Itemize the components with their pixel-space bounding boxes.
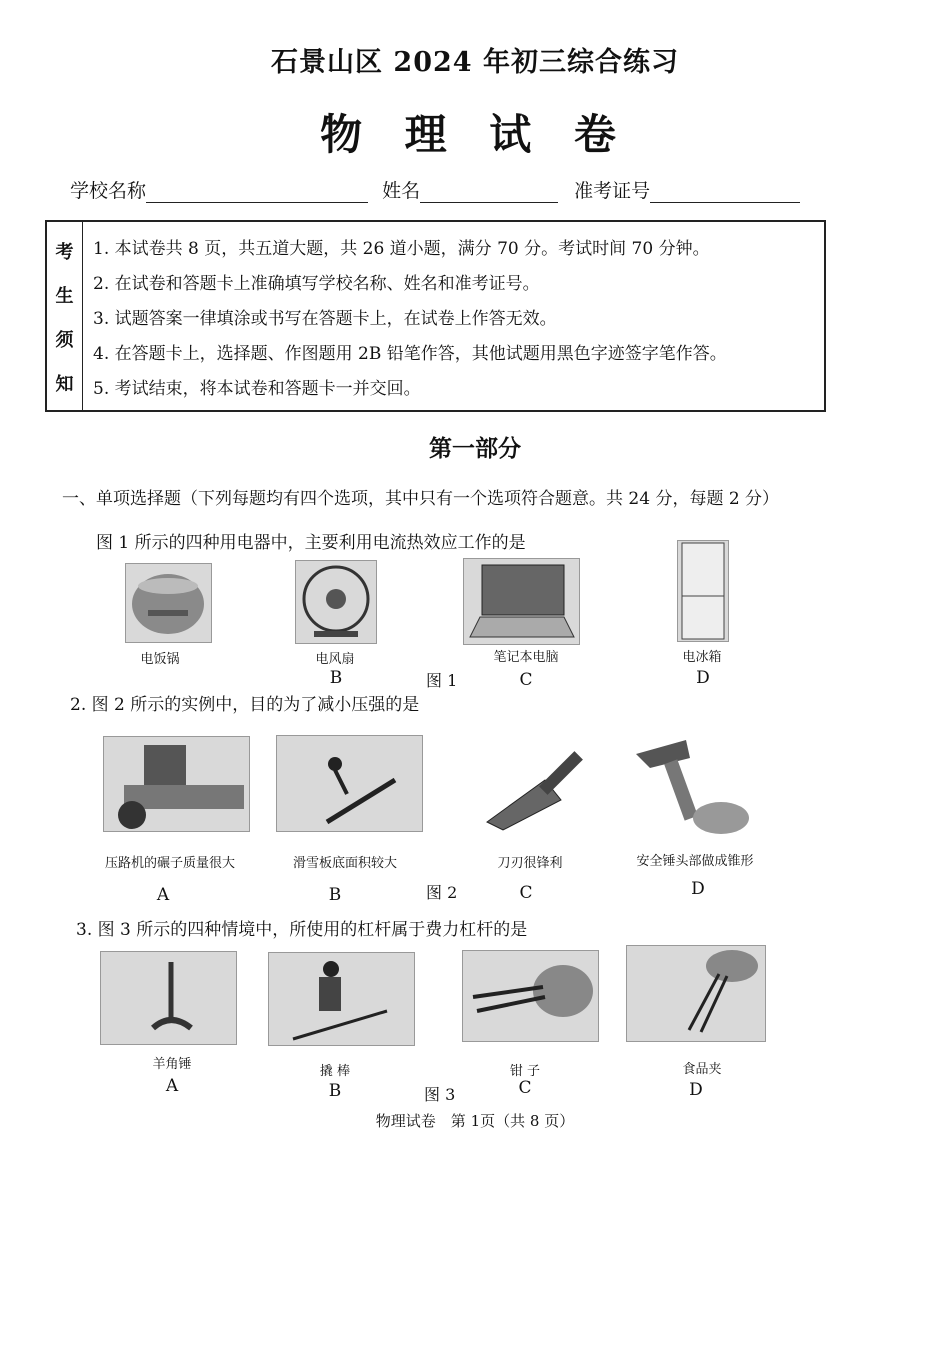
option-caption: 笔记本电脑 <box>493 650 559 665</box>
option-caption: 刀刃很锋利 <box>497 856 563 871</box>
question-3-text: 3. 图 3 所示的四种情境中，所使用的杠杆属于费力杠杆的是 <box>76 920 528 940</box>
option-caption: 撬 棒 <box>319 1064 351 1079</box>
option-caption: 安全锤头部做成锥形 <box>636 854 754 869</box>
option-letter: C <box>519 670 533 690</box>
option-letter: D <box>691 879 705 899</box>
claw-hammer-image <box>100 951 237 1045</box>
option-letter: C <box>519 883 533 903</box>
question-1-text: 图 1 所示的四种用电器中，主要利用电流热效应工作的是 <box>96 533 526 553</box>
part-title: 第一部分 <box>429 435 521 462</box>
option-caption: 电风扇 <box>315 652 355 667</box>
option-caption: 压路机的碾子质量很大 <box>104 856 235 871</box>
option-letter: B <box>328 1081 342 1101</box>
option-letter: A <box>165 1076 179 1096</box>
kitchen-knife-image <box>480 733 602 835</box>
notice-side-char: 须 <box>55 330 74 351</box>
option-caption: 钳 子 <box>509 1064 541 1079</box>
exam-subtitle: 石景山区 2024 年初三综合练习 <box>271 47 679 78</box>
page-footer: 物理试卷 第 1页（共 8 页） <box>375 1112 575 1130</box>
crowbar-image <box>268 952 415 1046</box>
notice-rule: 4. 在答题卡上，选择题、作图题用 2B 铅笔作答，其他试题用黑色字迹签字笔作答。 <box>93 344 727 364</box>
option-caption: 电饭锅 <box>140 652 180 667</box>
notice-rule: 3. 试题答案一律填涂或书写在答题卡上，在试卷上作答无效。 <box>93 309 557 329</box>
option-letter: B <box>329 668 343 688</box>
safety-hammer-image <box>625 733 757 840</box>
exam-title: 物 理 试 卷 <box>320 110 630 159</box>
food-tongs-image <box>626 945 766 1042</box>
notice-side-char: 考 <box>55 242 74 263</box>
option-caption: 食品夹 <box>682 1062 722 1077</box>
road-roller-image <box>103 736 250 832</box>
laptop-image <box>463 558 580 645</box>
figure-label: 图 3 <box>424 1085 456 1104</box>
exam-notice-box <box>45 220 826 412</box>
notice-rule: 2. 在试卷和答题卡上准确填写学校名称、姓名和准考证号。 <box>93 274 540 294</box>
notice-rules <box>93 236 823 411</box>
pliers-image <box>462 950 599 1042</box>
figure-label: 图 2 <box>426 883 458 902</box>
exam-id-label: 准考证号 <box>574 180 651 202</box>
refrigerator-image <box>677 540 729 642</box>
option-letter: D <box>696 668 710 688</box>
exam-id-blank[interactable] <box>650 180 800 203</box>
notice-side-char: 生 <box>55 286 74 307</box>
option-letter: A <box>156 885 170 905</box>
figure-label: 图 1 <box>426 671 458 690</box>
option-caption: 电冰箱 <box>682 650 722 665</box>
question-2-text: 2. 图 2 所示的实例中，目的为了减小压强的是 <box>70 695 420 715</box>
notice-rule: 1. 本试卷共 8 页，共五道大题，共 26 道小题，满分 70 分。考试时间 70 分钟。 <box>93 239 710 259</box>
section-heading: 一、单项选择题（下列每题均有四个选项，其中只有一个选项符合题意。共 24 分，每题 2 分） <box>62 489 780 509</box>
name-label: 姓名 <box>382 180 421 202</box>
rice-cooker-image <box>125 563 212 643</box>
school-blank[interactable] <box>146 180 368 203</box>
school-label: 学校名称 <box>70 180 147 202</box>
electric-fan-image <box>295 560 377 644</box>
option-caption: 羊角锤 <box>152 1057 192 1072</box>
option-letter: C <box>518 1078 532 1098</box>
name-blank[interactable] <box>420 180 558 203</box>
skiing-image <box>276 735 423 832</box>
option-caption: 滑雪板底面积较大 <box>292 856 397 871</box>
option-letter: D <box>689 1080 703 1100</box>
notice-side-char: 知 <box>55 374 74 395</box>
student-info-row <box>70 176 800 203</box>
notice-rule: 5. 考试结束，将本试卷和答题卡一并交回。 <box>93 379 421 399</box>
notice-side-label <box>47 222 83 410</box>
option-letter: B <box>328 885 342 905</box>
